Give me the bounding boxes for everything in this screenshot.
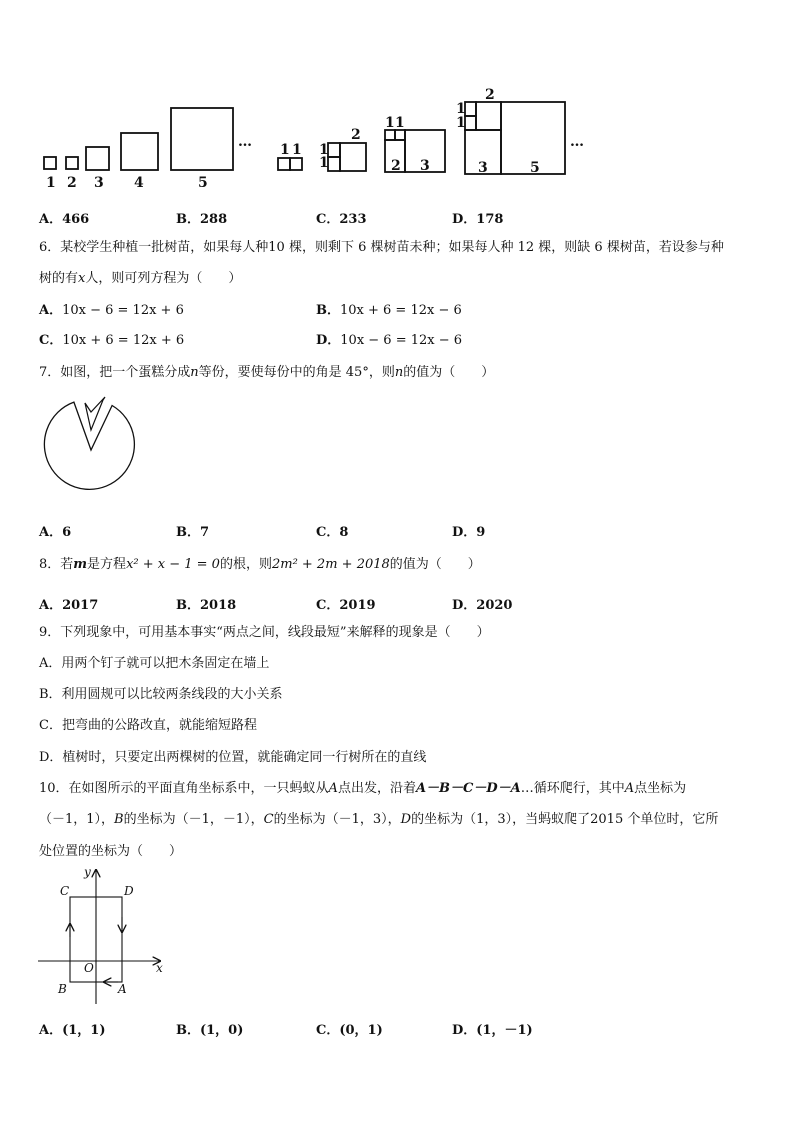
svg-text:2: 2	[351, 127, 361, 143]
q6-stem-line2: 树的有x人，则可列方程为（ ）	[39, 271, 242, 286]
origin-label: O	[84, 961, 94, 975]
svg-text:1: 1	[395, 115, 405, 131]
svg-text:1: 1	[456, 115, 466, 131]
square-3	[86, 147, 109, 170]
q8-option-d[interactable]: D．2020	[452, 598, 513, 613]
svg-text:1: 1	[319, 142, 329, 158]
q10-option-a[interactable]: A．(1，1)	[39, 1023, 106, 1038]
q5-figure	[38, 86, 598, 192]
point-b-label: B	[58, 982, 67, 996]
q5-option-c[interactable]: C．233	[316, 212, 367, 227]
svg-text:5: 5	[530, 160, 540, 176]
sq-label-1: 1	[46, 175, 56, 191]
q5-option-d[interactable]: D．178	[452, 212, 504, 227]
sq-label-2: 2	[67, 175, 77, 191]
ellipsis-2: …	[570, 134, 584, 150]
q10-stem-line1: 10．在如图所示的平面直角坐标系中，一只蚂蚁从A点出发，沿着A－B－C－D－A…循环爬行，其中A点坐标为	[39, 781, 687, 796]
q10-stem-line3: 处位置的坐标为（ ）	[39, 844, 183, 859]
q8-option-b[interactable]: B．2018	[176, 598, 237, 613]
svg-text:1: 1	[319, 155, 329, 171]
q7-stem: 7．如图，把一个蛋糕分成n等份，要使每份中的角是 45°，则n的值为（ ）	[39, 365, 495, 380]
q6-option-b[interactable]: B．10x + 6 = 12x − 6	[316, 303, 462, 318]
square-1	[44, 157, 56, 169]
q5-option-a[interactable]: A．466	[39, 212, 90, 227]
point-d-label: D	[124, 884, 134, 898]
q9-stem: 9．下列现象中，可用基本事实“两点之间，线段最短”来解释的现象是（ ）	[39, 625, 490, 640]
square-5	[171, 108, 233, 170]
square-2	[66, 157, 78, 169]
point-a-label: A	[118, 982, 127, 996]
square-4	[121, 133, 158, 170]
q8-stem: 8．若m是方程x² + x − 1 = 0的根，则2m² + 2m + 2018的值为（ ）	[39, 557, 481, 572]
q9-option-c[interactable]: C．把弯曲的公路改直，就能缩短路程	[39, 718, 257, 733]
point-c-label: C	[60, 884, 70, 898]
q5-option-b[interactable]: B．288	[176, 212, 228, 227]
q10-option-c[interactable]: C．(0，1)	[316, 1023, 383, 1038]
q7-option-c[interactable]: C．8	[316, 525, 349, 540]
axis-y-label: y	[84, 865, 91, 879]
svg-text:1: 1	[292, 142, 302, 158]
sq-label-4: 4	[134, 175, 144, 191]
svg-text:1: 1	[456, 101, 466, 117]
svg-text:3: 3	[420, 158, 430, 174]
q10-option-b[interactable]: B．(1，0)	[176, 1023, 244, 1038]
q9-option-a[interactable]: A．用两个钉子就可以把木条固定在墙上	[39, 656, 270, 671]
svg-text:2: 2	[391, 158, 401, 174]
sq-label-5: 5	[198, 175, 208, 191]
sq-label-3: 3	[94, 175, 104, 191]
cake-figure	[40, 392, 140, 498]
q7-option-b[interactable]: B．7	[176, 525, 210, 540]
axis-x-label: x	[156, 961, 163, 975]
q8-option-c[interactable]: C．2019	[316, 598, 376, 613]
svg-text:2: 2	[485, 87, 495, 103]
svg-text:1: 1	[280, 142, 290, 158]
svg-text:3: 3	[478, 160, 488, 176]
q9-option-d[interactable]: D．植树时，只要定出两棵树的位置，就能确定同一行树所在的直线	[39, 750, 427, 765]
q6-option-d[interactable]: D．10x − 6 = 12x − 6	[316, 333, 463, 348]
q7-option-a[interactable]: A．6	[39, 525, 72, 540]
q8-option-a[interactable]: A．2017	[39, 598, 99, 613]
q9-option-b[interactable]: B．利用圆规可以比较两条线段的大小关系	[39, 687, 283, 702]
q10-option-d[interactable]: D．(1，－1)	[452, 1023, 533, 1038]
q6-option-c[interactable]: C．10x + 6 = 12x + 6	[39, 333, 185, 348]
q7-option-d[interactable]: D．9	[452, 525, 486, 540]
q6-stem-line1: 6．某校学生种植一批树苗，如果每人种10 棵，则剩下 6 棵树苗未种；如果每人种 12 棵，则缺 6 棵树苗，若设参与种	[39, 240, 724, 255]
ellipsis-1: …	[238, 134, 252, 150]
svg-text:1: 1	[385, 115, 395, 131]
q10-stem-line2: （－1，1），B的坐标为（－1，－1），C的坐标为（－1，3），D的坐标为（1，3），当蚂蚁爬了2015 个单位时，它所	[39, 812, 719, 827]
coordinate-figure	[34, 862, 174, 1010]
q6-option-a[interactable]: A．10x − 6 = 12x + 6	[39, 303, 184, 318]
